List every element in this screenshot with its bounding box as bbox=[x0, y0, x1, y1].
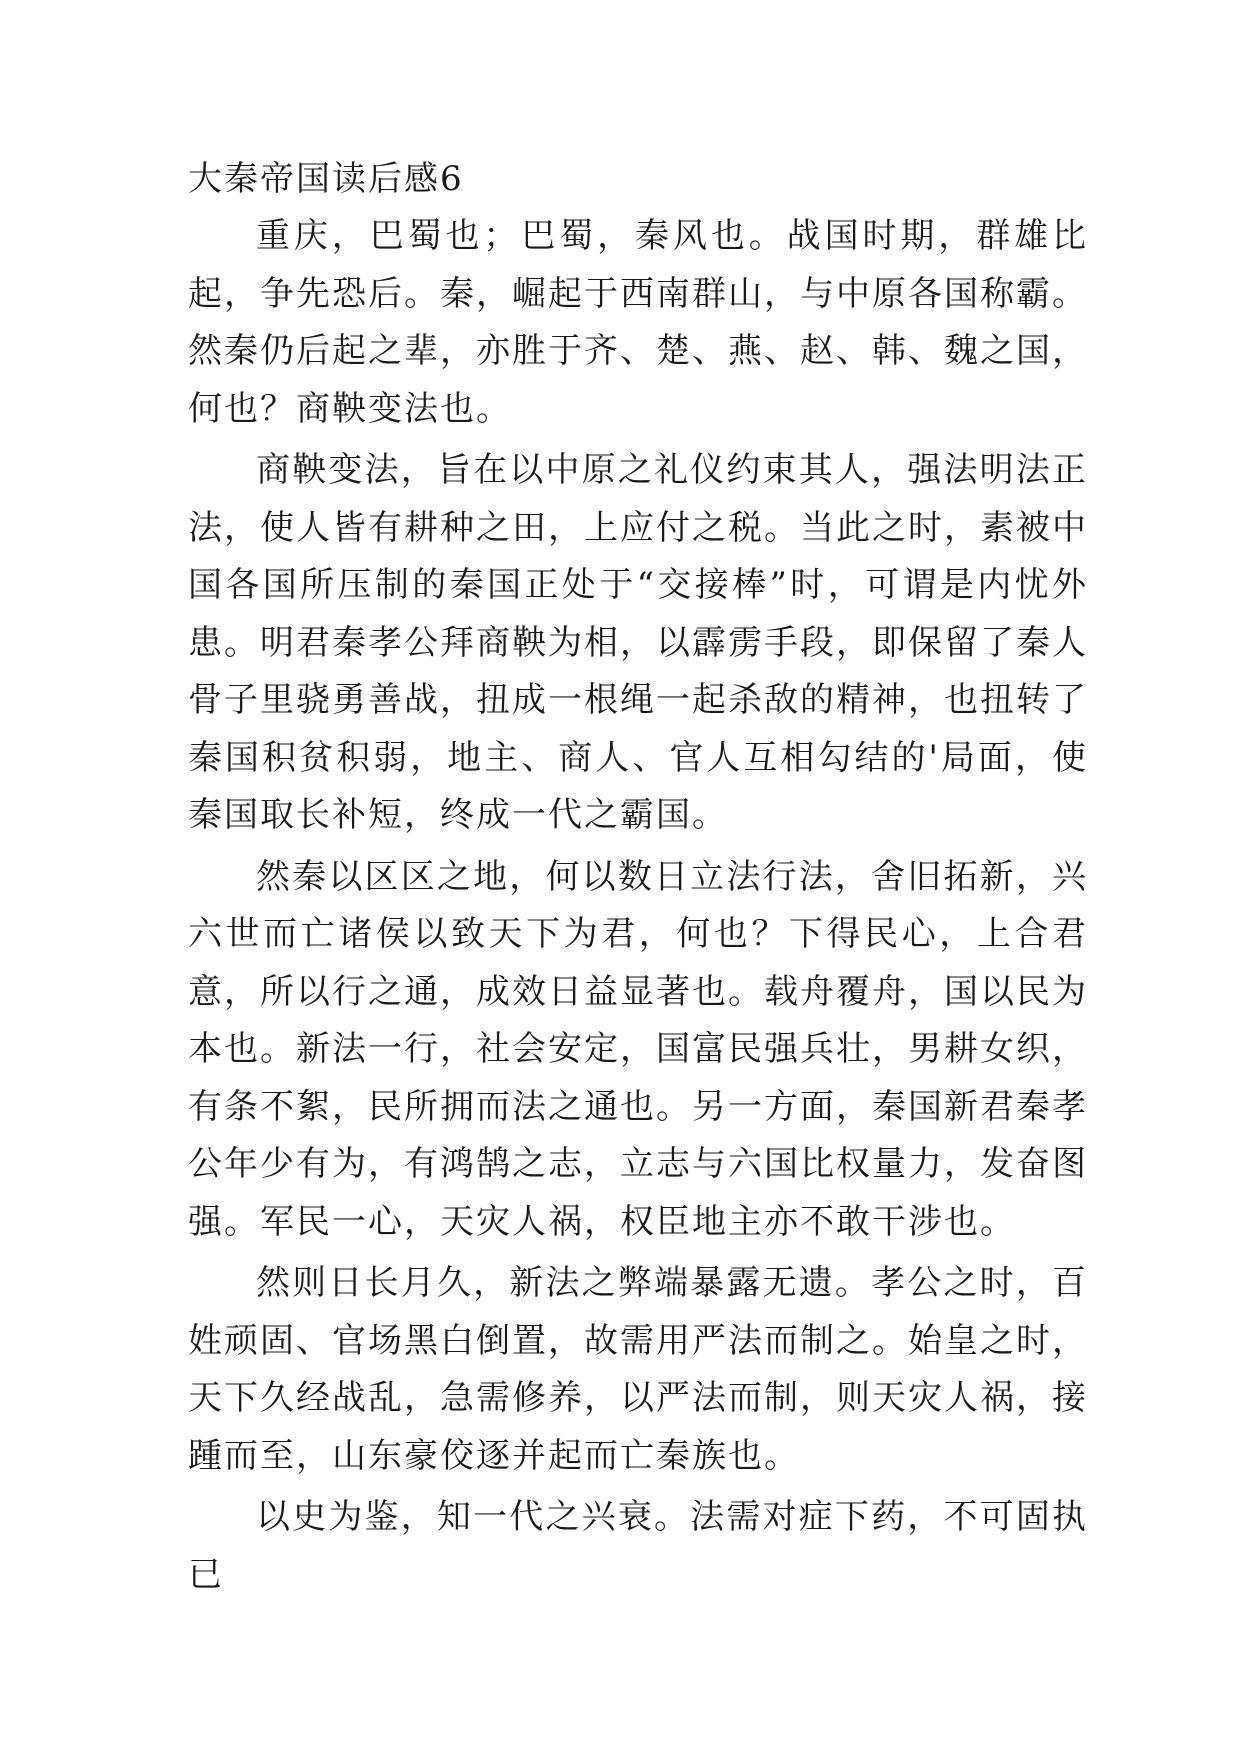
paragraph-3: 然秦以区区之地，何以数日立法行法，舍旧拓新，兴六世而亡诸侯以致天下为君，何也？下得民心，上合君意，所以行之通，成效日益显著也。载舟覆舟，国以民为本也。新法一行，社会安定，国富民强兵壮，男耕女织，有条不絮，民所拥而法之通也。另一方面，秦国新君秦孝公年少有为，有鸿鹄之志，立志与六国比权量力，发奋图强。军民一心，天灾人祸，权臣地主亦不敢干涉也。 bbox=[188, 856, 1088, 1242]
document-body bbox=[188, 150, 1088, 1608]
paragraph-1: 重庆，巴蜀也；巴蜀，秦风也。战国时期，群雄比起，争先恐后。秦，崛起于西南群山，与中原各国称霸。然秦仍后起之辈，亦胜于齐、楚、燕、赵、韩、魏之国，何也？商鞅变法也。 bbox=[188, 216, 1088, 429]
paragraph-4: 然则日长月久，新法之弊端暴露无遗。孝公之时，百姓顽固、官场黑白倒置，故需用严法而制之。始皇之时，天下久经战乱，急需修养，以严法而制，则天灾人祸，接踵而至，山东豪佼逐并起而亡秦族也。 bbox=[188, 1263, 1088, 1476]
document-title: 大秦帝国读后感6 bbox=[188, 159, 464, 199]
paragraph-2: 商鞅变法，旨在以中原之礼仪约束其人，强法明法正法，使人皆有耕种之田，上应付之税。当此之时，素被中国各国所压制的秦国正处于“交接棒”时，可谓是内忧外患。明君秦孝公拜商鞅为相，以霹雳手段，即保留了秦人骨子里骁勇善战，扭成一根绳一起杀敌的精神，也扭转了秦国积贫积弱，地主、商人、官人互相勾结的'局面，使秦国取长补短，终成一代之霸国。 bbox=[188, 450, 1088, 835]
paragraph-5: 以史为鉴，知一代之兴衰。法需对症下药，不可固执已 bbox=[188, 1497, 1088, 1595]
